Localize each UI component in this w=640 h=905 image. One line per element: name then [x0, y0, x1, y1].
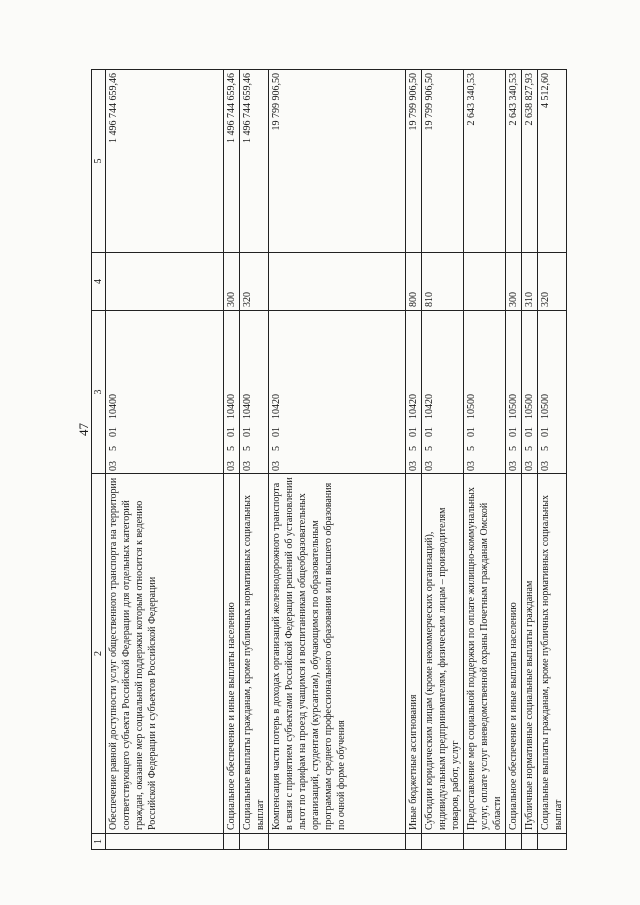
- page-number: 47: [76, 423, 91, 436]
- code-part: 01: [508, 427, 519, 437]
- expense-type-cell: [106, 253, 224, 311]
- code-part: 01: [408, 427, 419, 437]
- amount-cell: 2 643 340,53: [506, 70, 522, 253]
- expense-type-cell: 310: [522, 253, 538, 311]
- table-row: [240, 70, 269, 850]
- code-part: 03: [524, 461, 535, 471]
- code-part: 10420: [408, 394, 419, 419]
- amount-cell: 4 512,60: [538, 70, 567, 253]
- budget-code-cell: [422, 311, 464, 474]
- expense-type-cell: 300: [224, 253, 240, 311]
- code-part: 10500: [466, 394, 477, 419]
- code-part: 01: [466, 427, 477, 437]
- budget-code-cell: [106, 311, 224, 474]
- item-name-cell: Иные бюджетные ассигнования: [406, 474, 422, 834]
- code-part: 5: [524, 446, 535, 451]
- budget-code-cell: [538, 311, 567, 474]
- item-name-cell: Предоставление мер социальной поддержки по оплате жилищно-коммунальных услуг, оплате услуг вневедомственной охраны Почетным гражданам Омской области: [464, 474, 506, 834]
- amount-cell: 1 496 744 659,46: [106, 70, 224, 253]
- amount-cell: 1 496 744 659,46: [224, 70, 240, 253]
- table-row: [224, 70, 240, 850]
- code-part: 5: [424, 446, 435, 451]
- row-number-cell: [106, 834, 224, 850]
- budget-code-cell: [269, 311, 406, 474]
- row-number-cell: [240, 834, 269, 850]
- code-part: 03: [242, 461, 253, 471]
- row-number-cell: [224, 834, 240, 850]
- budget-code-cell: [464, 311, 506, 474]
- header-cell: 5: [92, 70, 106, 253]
- code-part: 03: [424, 461, 435, 471]
- budget-code-cell: [506, 311, 522, 474]
- amount-cell: 19 799 906,50: [269, 70, 406, 253]
- expense-type-cell: 810: [422, 253, 464, 311]
- row-number-cell: [522, 834, 538, 850]
- rotated-page-content: [91, 70, 564, 850]
- row-number-cell: [464, 834, 506, 850]
- table-header-row: [92, 70, 106, 850]
- code-part: 10400: [242, 394, 253, 419]
- table-row: [538, 70, 567, 850]
- code-part: 5: [466, 446, 477, 451]
- code-part: 5: [540, 446, 551, 451]
- table-row: [106, 70, 224, 850]
- budget-code-cell: [406, 311, 422, 474]
- expense-type-cell: [464, 253, 506, 311]
- code-part: 10400: [226, 394, 237, 419]
- code-part: 03: [108, 461, 119, 471]
- item-name-cell: Социальное обеспечение и иные выплаты населению: [224, 474, 240, 834]
- code-part: 03: [508, 461, 519, 471]
- code-part: 01: [242, 427, 253, 437]
- row-number-cell: [269, 834, 406, 850]
- code-part: 10500: [540, 394, 551, 419]
- code-part: 03: [540, 461, 551, 471]
- amount-cell: 19 799 906,50: [406, 70, 422, 253]
- expense-type-cell: 800: [406, 253, 422, 311]
- table-row: [522, 70, 538, 850]
- code-part: 10420: [271, 394, 282, 419]
- item-name-cell: Компенсация части потерь в доходах организаций железнодорожного транспорта в связи с принятием субъектами Российской Федерации решений об установлении льгот по тарифам на проезд учащимся и воспитанникам общеобразовательных организаций, студентам (курсантам), обучающимся по образовательным программам среднего профессионального образования или высшего образования по очной форме обучения: [269, 474, 406, 834]
- expense-type-cell: 320: [240, 253, 269, 311]
- code-part: 5: [108, 446, 119, 451]
- code-part: 5: [226, 446, 237, 451]
- table-row: [269, 70, 406, 850]
- code-part: 5: [271, 446, 282, 451]
- budget-table: [91, 69, 567, 850]
- row-number-cell: [422, 834, 464, 850]
- code-part: 03: [408, 461, 419, 471]
- item-name-cell: Публичные нормативные социальные выплаты гражданам: [522, 474, 538, 834]
- code-part: 03: [271, 461, 282, 471]
- amount-cell: 1 496 744 659,46: [240, 70, 269, 253]
- header-cell: 4: [92, 253, 106, 311]
- code-part: 01: [226, 427, 237, 437]
- code-part: 10400: [108, 394, 119, 419]
- code-part: 10420: [424, 394, 435, 419]
- expense-type-cell: 300: [506, 253, 522, 311]
- header-cell: 1: [92, 834, 106, 850]
- item-name-cell: Социальное обеспечение и иные выплаты населению: [506, 474, 522, 834]
- row-number-cell: [406, 834, 422, 850]
- table-row: [464, 70, 506, 850]
- amount-cell: 2 638 827,93: [522, 70, 538, 253]
- amount-cell: 2 643 340,53: [464, 70, 506, 253]
- code-part: 5: [408, 446, 419, 451]
- code-part: 5: [508, 446, 519, 451]
- row-number-cell: [506, 834, 522, 850]
- table-row: [506, 70, 522, 850]
- table-row: [406, 70, 422, 850]
- budget-code-cell: [240, 311, 269, 474]
- expense-type-cell: 320: [538, 253, 567, 311]
- item-name-cell: Субсидии юридическим лицам (кроме некоммерческих организаций), индивидуальным предпринимателям, физическим лицам – производителям товаров, работ, услуг: [422, 474, 464, 834]
- item-name-cell: Социальные выплаты гражданам, кроме публичных нормативных социальных выплат: [538, 474, 567, 834]
- code-part: 10500: [524, 394, 535, 419]
- table-row: [422, 70, 464, 850]
- item-name-cell: Социальные выплаты гражданам, кроме публичных нормативных социальных выплат: [240, 474, 269, 834]
- code-part: 5: [242, 446, 253, 451]
- code-part: 01: [271, 427, 282, 437]
- header-cell: 2: [92, 474, 106, 834]
- code-part: 01: [108, 427, 119, 437]
- expense-type-cell: [269, 253, 406, 311]
- row-number-cell: [538, 834, 567, 850]
- code-part: 01: [540, 427, 551, 437]
- budget-code-cell: [522, 311, 538, 474]
- budget-code-cell: [224, 311, 240, 474]
- item-name-cell: Обеспечение равной доступности услуг общественного транспорта на территории соответствующего субъекта Российской Федерации для отдельных категорий граждан, оказание мер социальной поддержки которым относится к ведению Российской Федерации и субъектов Российской Федерации: [106, 474, 224, 834]
- code-part: 03: [466, 461, 477, 471]
- amount-cell: 19 799 906,50: [422, 70, 464, 253]
- code-part: 01: [524, 427, 535, 437]
- code-part: 01: [424, 427, 435, 437]
- code-part: 10500: [508, 394, 519, 419]
- code-part: 03: [226, 461, 237, 471]
- header-cell: 3: [92, 311, 106, 474]
